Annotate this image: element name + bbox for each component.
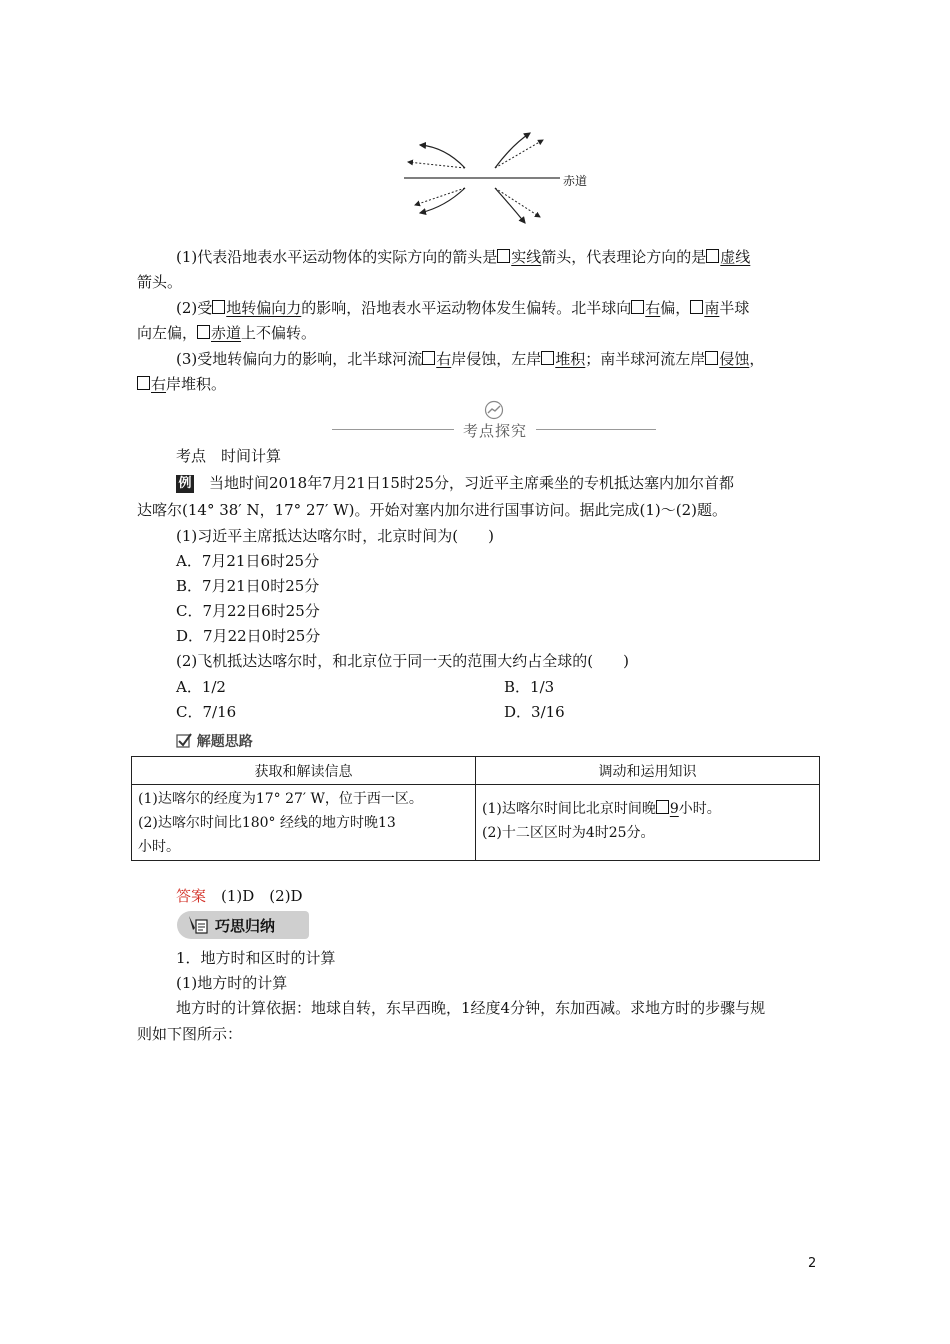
question-1: (1)习近平主席抵达达喀尔时，北京时间为( ) (176, 527, 494, 545)
q1-option-b: B．7月21日0时25分 (176, 577, 320, 595)
q1-option-a: A．7月21日6时25分 (176, 552, 320, 570)
example-line-1: 例 当地时间2018年7月21日15时25分，习近平主席乘坐的专机抵达塞内加尔首都 (176, 473, 734, 493)
page-number: 2 (808, 1256, 817, 1271)
table-header: 调动和运用知识 (476, 757, 820, 785)
arrow-dashed (495, 188, 540, 217)
summary-text-2: 则如下图所示： (137, 1025, 243, 1043)
arrow-solid (495, 188, 525, 223)
answer-line: 答案 (1)D (2)D (176, 887, 303, 905)
section-title: 考点探究 (332, 420, 656, 440)
arrow-solid (420, 145, 465, 168)
summary-heading-2: (1)地方时的计算 (176, 974, 288, 992)
arrow-dashed (495, 140, 543, 168)
summary-heading-1: 1．地方时和区时的计算 (176, 949, 336, 967)
q2-option-a: A．1/2 (176, 678, 226, 696)
q1-option-d: D．7月22日0时25分 (176, 627, 321, 645)
equator-label: 赤道 (563, 174, 588, 188)
checkbox-icon (176, 733, 192, 749)
paragraph-1: (1)代表沿地表水平运动物体的实际方向的箭头是 实线箭头，代表理论方向的是 虚线 (176, 248, 751, 266)
paragraph-3: (3)受地转偏向力的影响，北半球河流 右岸侵蚀，左岸 堆积；南半球河流左岸 侵蚀， (176, 350, 765, 368)
paragraph-2-cont: 向左偏， 赤道上不偏转。 (137, 324, 317, 342)
topic-heading: 考点 时间计算 (176, 447, 282, 465)
paragraph-1-cont: 箭头。 (137, 273, 183, 291)
chart-trend-icon (483, 400, 505, 420)
q1-option-c: C．7月22日6时25分 (176, 602, 320, 620)
summary-text-1: 地方时的计算依据：地球自转，东早西晚，1经度4分钟，东加西减。求地方时的步骤与规 (176, 999, 766, 1017)
q2-option-c: C．7/16 (176, 703, 237, 721)
table-cell-left: (1)达喀尔的经度为17° 27′ W，位于西一区。 (2)达喀尔时间比180° 经线的地方时晚13 小时。 (132, 785, 476, 861)
solution-heading: 解题思路 (176, 731, 253, 751)
q2-option-b: B．1/3 (504, 678, 555, 696)
solution-table (131, 756, 820, 861)
table-header: 获取和解读信息 (132, 757, 476, 785)
arrow-dashed (415, 188, 465, 205)
tips-tag: 巧思归纳 (177, 911, 309, 939)
table-cell-right: (1)达喀尔时间比北京时间晚 9小时。 (2)十二区区时为4时25分。 (476, 785, 820, 861)
example-badge: 例 (176, 475, 194, 493)
q2-option-d: D．3/16 (504, 703, 565, 721)
paragraph-2: (2)受 地转偏向力的影响，沿地表水平运动物体发生偏转。北半球向 右偏， 南半球 (176, 299, 750, 317)
arrow-solid (495, 133, 530, 168)
pen-note-icon (187, 915, 211, 935)
example-line-2: 达喀尔(14° 38′ N，17° 27′ W)。开始对塞内加尔进行国事访问。据此完成(1)～(2)题。 (137, 501, 727, 519)
arrow-dashed (408, 162, 465, 168)
paragraph-3-cont: 右岸堆积。 (137, 374, 226, 394)
question-2: (2)飞机抵达达喀尔时，和北京位于同一天的范围大约占全球的( ) (176, 652, 629, 670)
